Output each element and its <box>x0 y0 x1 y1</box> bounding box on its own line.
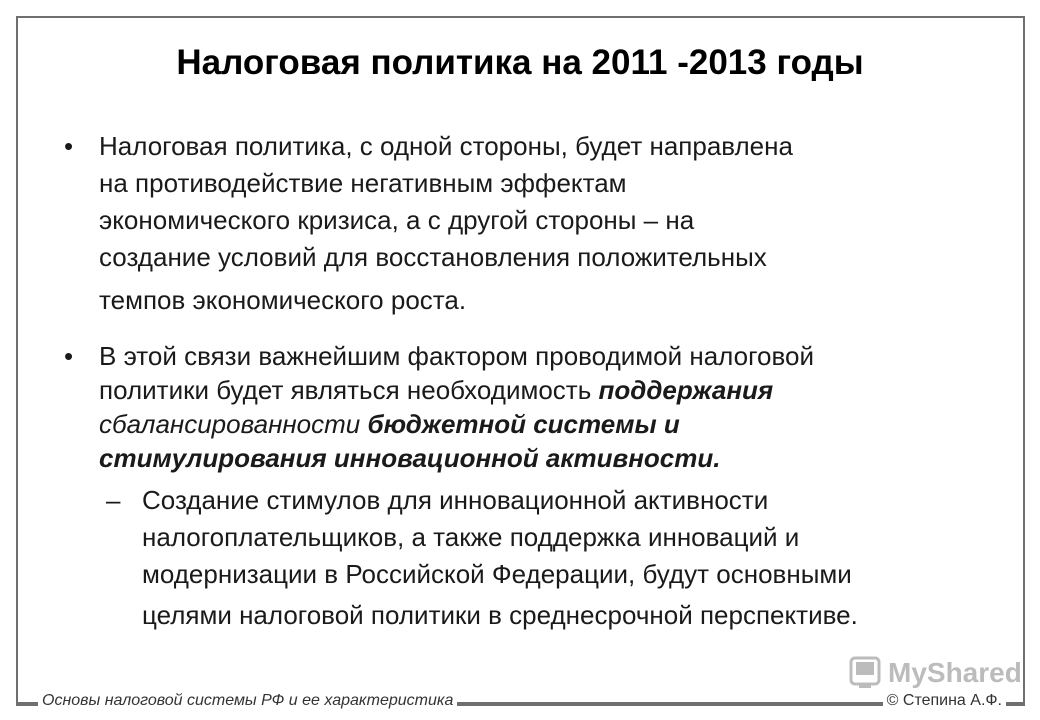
bullet-2-line-3 <box>99 407 944 441</box>
bullet-2-emphasis-1: поддержания <box>598 375 774 405</box>
watermark-text: MyShared <box>888 657 1022 688</box>
bullet-1-line-4: создание условий для восстановления положительных <box>99 242 767 272</box>
sub-item-line-4: целями налоговой политики в среднесрочной перспективе. <box>142 600 858 630</box>
bullet-2-line-4: стимулирования инновационной активности. <box>99 443 721 473</box>
bullet-2-line-2 <box>99 373 944 407</box>
bullet-1-line-3: экономического кризиса, а с другой стороны – на <box>99 205 695 235</box>
bullet-dot: • <box>64 131 74 161</box>
sub-item-line-1: Создание стимулов для инновационной активности <box>142 485 769 515</box>
bullet-2-line-3-italic: сбалансированности <box>99 409 368 439</box>
sub-item <box>106 482 986 634</box>
bullet-1-line-1: Налоговая политика, с одной стороны, будет направлена <box>99 131 793 161</box>
bullet-dot: • <box>64 341 74 371</box>
sub-item-line-2: налогоплательщиков, а также поддержка инноваций и <box>142 522 800 552</box>
bullet-2-line-2-plain: политики будет являться необходимость <box>99 375 599 405</box>
mac-computer-icon <box>848 656 882 690</box>
bullet-item-2 <box>64 339 944 475</box>
slide-title: Налоговая политика на 2011 -2013 годы <box>176 43 864 82</box>
bullet-2-emphasis-2: бюджетной системы и <box>367 409 680 439</box>
footer-author: © Степина А.Ф. <box>883 692 1006 710</box>
watermark-logo <box>848 656 1022 690</box>
sub-item-line-3: модернизации в Российской Федерации, будут основными <box>142 559 852 589</box>
sub-item-dash: – <box>106 485 121 515</box>
bullet-1-line-2: на противодействие негативным эффектам <box>99 168 627 198</box>
bullet-item-1 <box>64 128 944 319</box>
bullet-1-line-5: темпов экономического роста. <box>99 285 467 315</box>
footer-course-title: Основы налоговой системы РФ и ее характеристика <box>38 692 457 710</box>
bullet-2-line-1: В этой связи важнейшим фактором проводимой налоговой <box>99 341 814 371</box>
